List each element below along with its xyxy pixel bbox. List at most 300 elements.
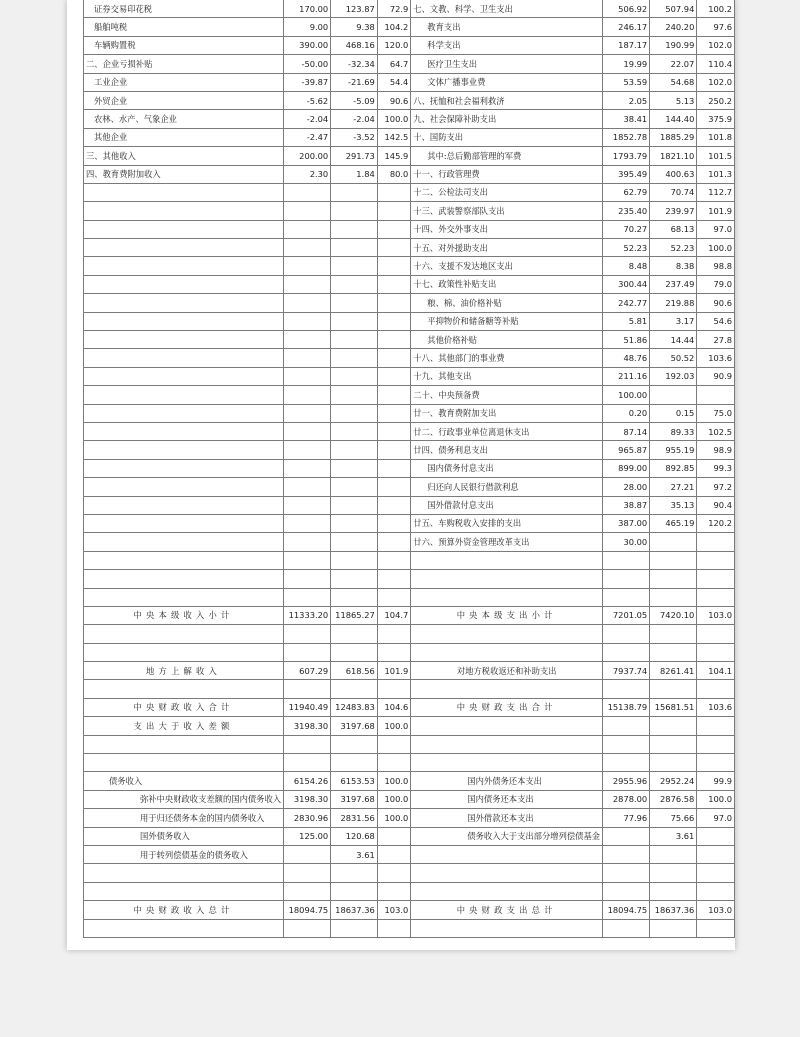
expenditure-budget-cell: 899.00	[603, 459, 650, 477]
revenue-budget-cell	[284, 183, 331, 201]
revenue-actual-cell: -32.34	[331, 55, 378, 73]
revenue-actual-cell: 2831.56	[331, 809, 378, 827]
expenditure-item-cell: 廿六、预算外资金管理改革支出	[411, 533, 603, 551]
revenue-budget-cell: 170.00	[284, 0, 331, 18]
expenditure-actual-cell: 22.07	[650, 55, 697, 73]
expenditure-budget-cell	[603, 735, 650, 753]
revenue-percent-cell	[377, 239, 411, 257]
expenditure-percent-cell: 97.6	[697, 18, 735, 36]
table-row	[84, 717, 735, 735]
revenue-actual-cell: 468.16	[331, 36, 378, 54]
expenditure-item-cell: 十六、支援不发达地区支出	[411, 257, 603, 275]
revenue-actual-cell	[331, 220, 378, 238]
expenditure-budget-cell	[603, 643, 650, 661]
revenue-budget-cell: 607.29	[284, 662, 331, 680]
revenue-budget-cell	[284, 588, 331, 606]
revenue-percent-cell: 100.0	[377, 809, 411, 827]
revenue-budget-cell	[284, 257, 331, 275]
expenditure-budget-cell	[603, 680, 650, 698]
expenditure-percent-cell: 99.3	[697, 459, 735, 477]
expenditure-item-cell	[411, 864, 603, 882]
expenditure-actual-cell	[650, 643, 697, 661]
revenue-item-cell	[84, 643, 284, 661]
revenue-percent-cell	[377, 404, 411, 422]
expenditure-actual-cell	[650, 680, 697, 698]
expenditure-percent-cell: 99.9	[697, 772, 735, 790]
revenue-actual-cell	[331, 349, 378, 367]
expenditure-percent-cell: 100.0	[697, 790, 735, 808]
revenue-budget-cell	[284, 551, 331, 569]
revenue-item-cell: 中央财政收入合计	[84, 698, 284, 716]
revenue-actual-cell: 18637.36	[331, 901, 378, 919]
table-row	[84, 514, 735, 532]
revenue-item-cell: 工业企业	[84, 73, 284, 91]
expenditure-percent-cell: 97.2	[697, 478, 735, 496]
revenue-actual-cell	[331, 496, 378, 514]
expenditure-item-cell: 廿四、债务利息支出	[411, 441, 603, 459]
revenue-item-cell: 车辆购置税	[84, 36, 284, 54]
table-row	[84, 220, 735, 238]
expenditure-item-cell: 九、社会保障补助支出	[411, 110, 603, 128]
revenue-percent-cell	[377, 183, 411, 201]
revenue-percent-cell	[377, 551, 411, 569]
revenue-percent-cell: 100.0	[377, 790, 411, 808]
revenue-percent-cell	[377, 864, 411, 882]
revenue-item-cell	[84, 533, 284, 551]
revenue-actual-cell	[331, 680, 378, 698]
revenue-percent-cell	[377, 478, 411, 496]
revenue-item-cell	[84, 735, 284, 753]
revenue-budget-cell: 3198.30	[284, 790, 331, 808]
expenditure-item-cell: 粮、棉、油价格补贴	[411, 294, 603, 312]
revenue-actual-cell	[331, 312, 378, 330]
revenue-percent-cell	[377, 220, 411, 238]
revenue-item-cell	[84, 441, 284, 459]
table-row	[84, 91, 735, 109]
revenue-percent-cell	[377, 827, 411, 845]
expenditure-budget-cell	[603, 551, 650, 569]
table-row	[84, 735, 735, 753]
revenue-budget-cell	[284, 459, 331, 477]
table-row	[84, 680, 735, 698]
revenue-item-cell	[84, 514, 284, 532]
table-row	[84, 257, 735, 275]
table-row	[84, 367, 735, 385]
revenue-item-cell: 船舶吨税	[84, 18, 284, 36]
expenditure-item-cell	[411, 735, 603, 753]
revenue-item-cell	[84, 625, 284, 643]
expenditure-item-cell: 归还向人民银行借款利息	[411, 478, 603, 496]
expenditure-actual-cell: 1821.10	[650, 147, 697, 165]
revenue-item-cell	[84, 312, 284, 330]
table-row	[84, 478, 735, 496]
expenditure-actual-cell: 5.13	[650, 91, 697, 109]
revenue-percent-cell: 104.7	[377, 606, 411, 624]
expenditure-percent-cell: 101.3	[697, 165, 735, 183]
revenue-item-cell	[84, 275, 284, 293]
revenue-item-cell	[84, 386, 284, 404]
revenue-budget-cell: 2.30	[284, 165, 331, 183]
expenditure-percent-cell	[697, 717, 735, 735]
revenue-budget-cell: 6154.26	[284, 772, 331, 790]
revenue-budget-cell: 125.00	[284, 827, 331, 845]
expenditure-budget-cell: 62.79	[603, 183, 650, 201]
revenue-actual-cell	[331, 331, 378, 349]
expenditure-percent-cell: 27.8	[697, 331, 735, 349]
expenditure-item-cell: 十一、行政管理费	[411, 165, 603, 183]
expenditure-budget-cell: 2955.96	[603, 772, 650, 790]
table-row	[84, 551, 735, 569]
expenditure-percent-cell: 101.9	[697, 202, 735, 220]
revenue-item-cell: 地方上解收入	[84, 662, 284, 680]
revenue-actual-cell	[331, 588, 378, 606]
revenue-item-cell: 国外债务收入	[84, 827, 284, 845]
revenue-budget-cell	[284, 919, 331, 937]
table-row	[84, 882, 735, 900]
revenue-budget-cell	[284, 422, 331, 440]
expenditure-budget-cell: 77.96	[603, 809, 650, 827]
expenditure-actual-cell	[650, 754, 697, 772]
expenditure-budget-cell: 246.17	[603, 18, 650, 36]
expenditure-percent-cell: 90.9	[697, 367, 735, 385]
revenue-percent-cell	[377, 625, 411, 643]
revenue-item-cell: 用于归还债务本金的国内债务收入	[84, 809, 284, 827]
revenue-budget-cell: -5.62	[284, 91, 331, 109]
table-row	[84, 901, 735, 919]
revenue-percent-cell	[377, 533, 411, 551]
revenue-item-cell	[84, 202, 284, 220]
expenditure-actual-cell: 15681.51	[650, 698, 697, 716]
expenditure-actual-cell: 89.33	[650, 422, 697, 440]
revenue-actual-cell	[331, 864, 378, 882]
revenue-percent-cell: 120.0	[377, 36, 411, 54]
table-row	[84, 662, 735, 680]
revenue-actual-cell	[331, 551, 378, 569]
revenue-item-cell: 中央财政收入总计	[84, 901, 284, 919]
expenditure-budget-cell: 51.86	[603, 331, 650, 349]
revenue-budget-cell	[284, 386, 331, 404]
expenditure-budget-cell: 52.23	[603, 239, 650, 257]
revenue-actual-cell	[331, 754, 378, 772]
expenditure-budget-cell: 242.77	[603, 294, 650, 312]
revenue-percent-cell	[377, 257, 411, 275]
expenditure-budget-cell: 2878.00	[603, 790, 650, 808]
revenue-actual-cell: 1.84	[331, 165, 378, 183]
expenditure-percent-cell	[697, 919, 735, 937]
expenditure-budget-cell: 5.81	[603, 312, 650, 330]
expenditure-item-cell: 十二、公检法司支出	[411, 183, 603, 201]
expenditure-actual-cell: 2876.58	[650, 790, 697, 808]
expenditure-percent-cell	[697, 625, 735, 643]
expenditure-budget-cell: 70.27	[603, 220, 650, 238]
revenue-percent-cell	[377, 570, 411, 588]
table-row	[84, 165, 735, 183]
revenue-item-cell: 外贸企业	[84, 91, 284, 109]
revenue-percent-cell	[377, 680, 411, 698]
expenditure-actual-cell: 18637.36	[650, 901, 697, 919]
expenditure-budget-cell: 235.40	[603, 202, 650, 220]
expenditure-item-cell	[411, 680, 603, 698]
table-row	[84, 36, 735, 54]
expenditure-percent-cell	[697, 845, 735, 863]
revenue-actual-cell: 3.61	[331, 845, 378, 863]
table-row	[84, 459, 735, 477]
revenue-budget-cell	[284, 478, 331, 496]
expenditure-budget-cell	[603, 882, 650, 900]
expenditure-budget-cell	[603, 625, 650, 643]
expenditure-actual-cell: 50.52	[650, 349, 697, 367]
expenditure-item-cell: 文体广播事业费	[411, 73, 603, 91]
expenditure-percent-cell: 103.0	[697, 606, 735, 624]
table-row	[84, 386, 735, 404]
expenditure-actual-cell	[650, 717, 697, 735]
expenditure-percent-cell	[697, 570, 735, 588]
table-row	[84, 312, 735, 330]
table-row	[84, 147, 735, 165]
revenue-item-cell: 中央本级收入小计	[84, 606, 284, 624]
revenue-budget-cell	[284, 294, 331, 312]
expenditure-percent-cell	[697, 754, 735, 772]
table-row	[84, 183, 735, 201]
expenditure-item-cell: 其他价格补贴	[411, 331, 603, 349]
expenditure-item-cell	[411, 588, 603, 606]
expenditure-actual-cell: 3.61	[650, 827, 697, 845]
expenditure-actual-cell: 75.66	[650, 809, 697, 827]
revenue-actual-cell: -3.52	[331, 128, 378, 146]
revenue-budget-cell: 2830.96	[284, 809, 331, 827]
revenue-budget-cell: 11940.49	[284, 698, 331, 716]
revenue-budget-cell	[284, 367, 331, 385]
expenditure-budget-cell: 7201.05	[603, 606, 650, 624]
expenditure-budget-cell: 387.00	[603, 514, 650, 532]
table-row	[84, 772, 735, 790]
expenditure-budget-cell: 19.99	[603, 55, 650, 73]
expenditure-actual-cell: 52.23	[650, 239, 697, 257]
revenue-actual-cell	[331, 275, 378, 293]
expenditure-percent-cell	[697, 882, 735, 900]
revenue-actual-cell	[331, 533, 378, 551]
revenue-item-cell	[84, 459, 284, 477]
expenditure-percent-cell: 75.0	[697, 404, 735, 422]
expenditure-budget-cell: 38.87	[603, 496, 650, 514]
revenue-percent-cell	[377, 367, 411, 385]
expenditure-actual-cell: 54.68	[650, 73, 697, 91]
expenditure-actual-cell	[650, 588, 697, 606]
expenditure-budget-cell: 300.44	[603, 275, 650, 293]
expenditure-actual-cell	[650, 551, 697, 569]
expenditure-item-cell: 教育支出	[411, 18, 603, 36]
expenditure-budget-cell	[603, 570, 650, 588]
revenue-item-cell	[84, 882, 284, 900]
table-row	[84, 698, 735, 716]
revenue-actual-cell	[331, 643, 378, 661]
expenditure-budget-cell: 211.16	[603, 367, 650, 385]
revenue-percent-cell	[377, 441, 411, 459]
table-row	[84, 919, 735, 937]
expenditure-item-cell: 七、文教、科学、卫生支出	[411, 0, 603, 18]
revenue-actual-cell	[331, 735, 378, 753]
revenue-item-cell	[84, 919, 284, 937]
expenditure-budget-cell: 100.00	[603, 386, 650, 404]
expenditure-budget-cell	[603, 827, 650, 845]
revenue-item-cell	[84, 570, 284, 588]
revenue-item-cell	[84, 257, 284, 275]
table-row	[84, 202, 735, 220]
expenditure-actual-cell	[650, 570, 697, 588]
revenue-budget-cell	[284, 882, 331, 900]
expenditure-budget-cell: 8.48	[603, 257, 650, 275]
revenue-actual-cell	[331, 514, 378, 532]
revenue-percent-cell: 100.0	[377, 772, 411, 790]
revenue-percent-cell: 142.5	[377, 128, 411, 146]
expenditure-actual-cell: 27.21	[650, 478, 697, 496]
expenditure-percent-cell: 79.0	[697, 275, 735, 293]
revenue-actual-cell: -2.04	[331, 110, 378, 128]
expenditure-item-cell: 十八、其他部门的事业费	[411, 349, 603, 367]
expenditure-budget-cell	[603, 919, 650, 937]
expenditure-percent-cell	[697, 735, 735, 753]
expenditure-item-cell: 医疗卫生支出	[411, 55, 603, 73]
expenditure-percent-cell: 103.6	[697, 349, 735, 367]
revenue-item-cell	[84, 404, 284, 422]
table-row	[84, 294, 735, 312]
revenue-percent-cell: 72.9	[377, 0, 411, 18]
expenditure-budget-cell: 28.00	[603, 478, 650, 496]
expenditure-percent-cell: 101.5	[697, 147, 735, 165]
revenue-actual-cell: 11865.27	[331, 606, 378, 624]
expenditure-budget-cell	[603, 845, 650, 863]
revenue-item-cell	[84, 220, 284, 238]
expenditure-budget-cell: 15138.79	[603, 698, 650, 716]
expenditure-actual-cell: 68.13	[650, 220, 697, 238]
table-row	[84, 643, 735, 661]
expenditure-percent-cell	[697, 827, 735, 845]
revenue-item-cell	[84, 551, 284, 569]
expenditure-item-cell	[411, 845, 603, 863]
revenue-budget-cell	[284, 754, 331, 772]
expenditure-percent-cell: 110.4	[697, 55, 735, 73]
revenue-item-cell	[84, 294, 284, 312]
expenditure-actual-cell: 0.15	[650, 404, 697, 422]
expenditure-item-cell	[411, 717, 603, 735]
revenue-percent-cell	[377, 294, 411, 312]
expenditure-budget-cell	[603, 864, 650, 882]
revenue-percent-cell: 104.2	[377, 18, 411, 36]
revenue-actual-cell	[331, 367, 378, 385]
revenue-percent-cell	[377, 312, 411, 330]
expenditure-actual-cell: 892.85	[650, 459, 697, 477]
revenue-actual-cell: 3197.68	[331, 790, 378, 808]
revenue-item-cell	[84, 588, 284, 606]
expenditure-percent-cell: 97.0	[697, 220, 735, 238]
revenue-budget-cell: 11333.20	[284, 606, 331, 624]
expenditure-item-cell	[411, 882, 603, 900]
table-row	[84, 128, 735, 146]
revenue-actual-cell	[331, 441, 378, 459]
expenditure-actual-cell	[650, 386, 697, 404]
revenue-budget-cell: -39.87	[284, 73, 331, 91]
revenue-actual-cell	[331, 294, 378, 312]
expenditure-budget-cell: 1852.78	[603, 128, 650, 146]
expenditure-item-cell: 十九、其他支出	[411, 367, 603, 385]
revenue-percent-cell: 90.6	[377, 91, 411, 109]
table-row	[84, 73, 735, 91]
revenue-actual-cell: 618.56	[331, 662, 378, 680]
revenue-budget-cell: 390.00	[284, 36, 331, 54]
revenue-actual-cell	[331, 478, 378, 496]
table-row	[84, 331, 735, 349]
revenue-budget-cell: 9.00	[284, 18, 331, 36]
expenditure-item-cell: 平抑物价和储备糖等补贴	[411, 312, 603, 330]
expenditure-budget-cell: 53.59	[603, 73, 650, 91]
expenditure-item-cell: 科学支出	[411, 36, 603, 54]
revenue-budget-cell: 3198.30	[284, 717, 331, 735]
expenditure-item-cell: 中央本级支出小计	[411, 606, 603, 624]
expenditure-percent-cell	[697, 551, 735, 569]
expenditure-percent-cell: 102.0	[697, 36, 735, 54]
table-row	[84, 0, 735, 18]
expenditure-item-cell: 十四、外交外事支出	[411, 220, 603, 238]
revenue-item-cell: 债务收入	[84, 772, 284, 790]
revenue-budget-cell	[284, 404, 331, 422]
expenditure-actual-cell	[650, 735, 697, 753]
revenue-actual-cell	[331, 459, 378, 477]
table-row	[84, 809, 735, 827]
expenditure-actual-cell	[650, 533, 697, 551]
expenditure-percent-cell: 120.2	[697, 514, 735, 532]
table-row	[84, 790, 735, 808]
table-row	[84, 827, 735, 845]
revenue-budget-cell: 18094.75	[284, 901, 331, 919]
expenditure-percent-cell: 97.0	[697, 809, 735, 827]
expenditure-percent-cell	[697, 680, 735, 698]
revenue-budget-cell	[284, 275, 331, 293]
revenue-budget-cell: -2.04	[284, 110, 331, 128]
revenue-percent-cell	[377, 754, 411, 772]
revenue-actual-cell	[331, 422, 378, 440]
expenditure-percent-cell: 102.0	[697, 73, 735, 91]
expenditure-item-cell: 中央财政支出合计	[411, 698, 603, 716]
expenditure-item-cell	[411, 625, 603, 643]
expenditure-percent-cell: 100.0	[697, 239, 735, 257]
revenue-item-cell: 弥补中央财政收支差额的国内债务收入	[84, 790, 284, 808]
revenue-item-cell	[84, 680, 284, 698]
revenue-percent-cell	[377, 422, 411, 440]
revenue-budget-cell	[284, 864, 331, 882]
expenditure-actual-cell	[650, 919, 697, 937]
expenditure-item-cell: 其中:总后勤部管理的军费	[411, 147, 603, 165]
expenditure-item-cell: 十五、对外援助支出	[411, 239, 603, 257]
expenditure-actual-cell	[650, 625, 697, 643]
expenditure-budget-cell: 38.41	[603, 110, 650, 128]
revenue-percent-cell	[377, 349, 411, 367]
table-row	[84, 625, 735, 643]
expenditure-budget-cell	[603, 588, 650, 606]
revenue-actual-cell	[331, 404, 378, 422]
revenue-budget-cell: -2.47	[284, 128, 331, 146]
table-row	[84, 570, 735, 588]
table-row	[84, 275, 735, 293]
revenue-actual-cell	[331, 882, 378, 900]
expenditure-budget-cell: 18094.75	[603, 901, 650, 919]
expenditure-percent-cell: 112.7	[697, 183, 735, 201]
expenditure-budget-cell: 506.92	[603, 0, 650, 18]
expenditure-percent-cell: 90.6	[697, 294, 735, 312]
revenue-actual-cell: 120.68	[331, 827, 378, 845]
revenue-item-cell: 四、教育费附加收入	[84, 165, 284, 183]
expenditure-budget-cell: 7937.74	[603, 662, 650, 680]
revenue-budget-cell	[284, 625, 331, 643]
